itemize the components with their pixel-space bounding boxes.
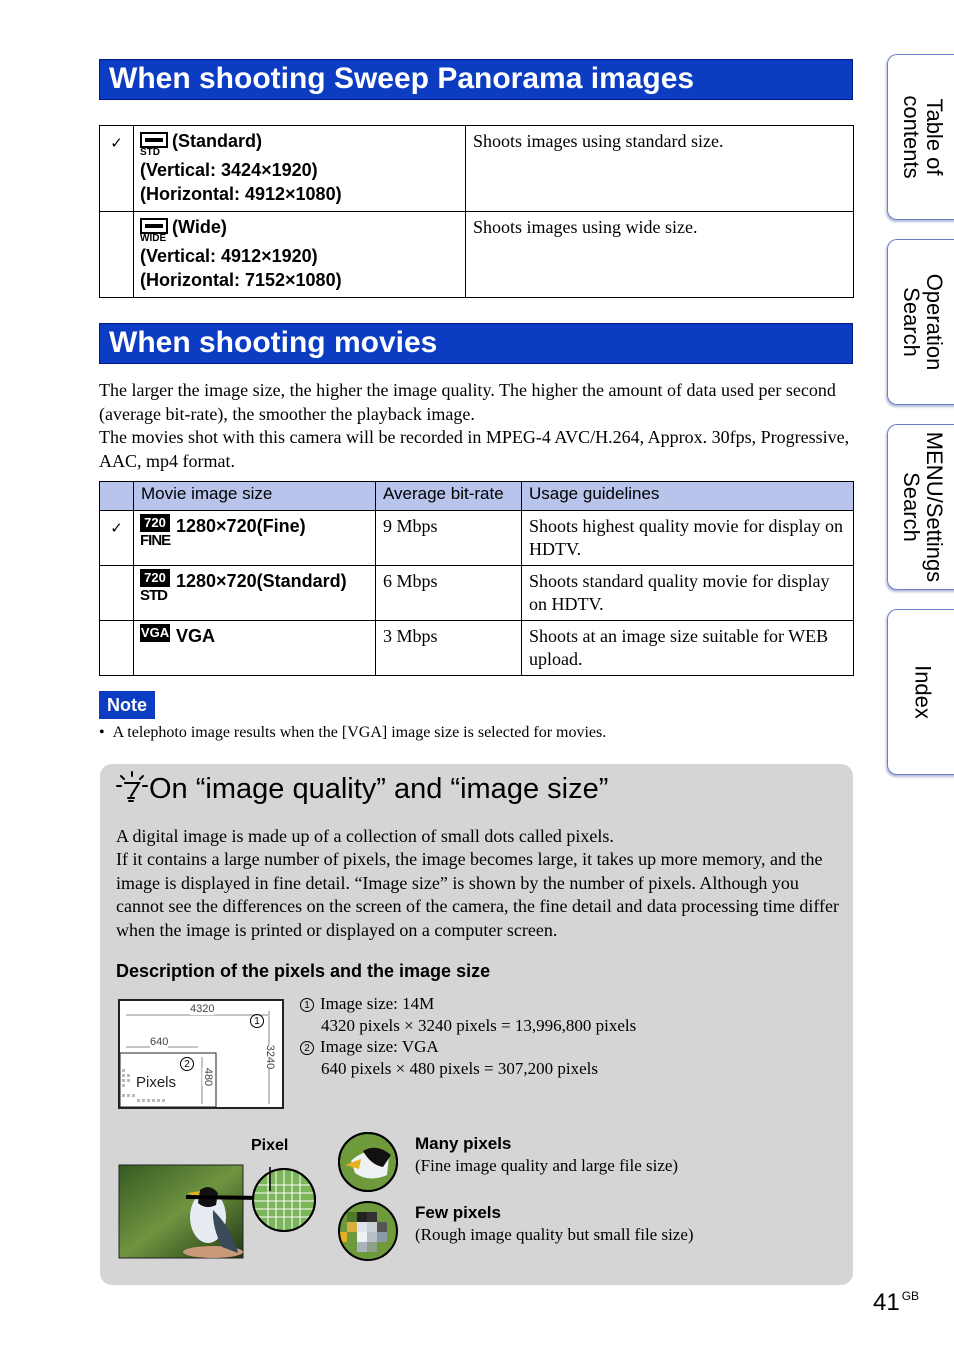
tab-menu-settings-search[interactable]: MENU/Settings Search <box>887 424 954 590</box>
movie-vga-icon: VGA <box>140 625 170 640</box>
table-row <box>100 212 854 298</box>
movie-size-label: VGA <box>176 626 216 646</box>
page-number: 41 $^{GB}$ <box>873 1289 920 1316</box>
check-icon: ✓ <box>110 519 123 537</box>
legend-item: 1 Image size: 14M <box>300 993 636 1015</box>
option-vertical: (Vertical: 4912×1920) <box>140 246 318 266</box>
size-legend <box>300 993 636 1079</box>
many-pixels-desc: (Fine image quality and large file size) <box>415 1156 679 1175</box>
usage-text: Shoots at an image size suitable for WEB upload. <box>522 621 854 676</box>
option-description: Shoots images using standard size. <box>466 126 854 212</box>
check-icon: ✓ <box>110 134 123 152</box>
bird-photo-illustration <box>118 1155 318 1260</box>
legend-item-detail: 4320 pixels × 3240 pixels = 13,996,800 pixels <box>321 1015 637 1035</box>
note-text: • A telephoto image results when the [VGA] image size is selected for movies. <box>99 724 607 741</box>
usage-text: Shoots standard quality movie for display on HDTV. <box>522 566 854 621</box>
header-bitrate: Average bit-rate <box>376 482 522 511</box>
hint-paragraph-2: If it contains a large number of pixels, the image becomes large, it takes up more memory, and the image is displayed in fine detail. “Image size” is shown by the number of pixels. Although you cannot see the differences on the screen of the camera, the fine detail and data processing time differ when the image is printed or displayed on a computer screen. <box>116 849 840 940</box>
movies-intro-2: The movies shot with this camera will be recorded in MPEG-4 AVC/H.264, Approx. 30fps, Progressive, AAC, mp4 format. <box>99 427 850 471</box>
marker-2: 2 <box>180 1057 194 1071</box>
section-title-movies: When shooting movies <box>99 323 853 364</box>
option-description: Shoots images using wide size. <box>466 212 854 298</box>
tab-table-of-contents[interactable]: Table of contents <box>887 54 954 220</box>
hint-paragraph-1: A digital image is made up of a collection of small dots called pixels. <box>116 826 614 846</box>
movies-intro-1: The larger the image size, the higher the image quality. The higher the amount of data used per second (average bit-rate), the smoother the playback image. <box>99 380 836 424</box>
marker-1: 1 <box>250 1014 264 1028</box>
option-name: (Standard) <box>172 131 262 151</box>
option-horizontal: (Horizontal: 4912×1080) <box>140 184 342 204</box>
pixel-label: Pixel <box>251 1137 289 1154</box>
usage-text: Shoots highest quality movie for display on HDTV. <box>522 511 854 566</box>
panorama-standard-icon: STD <box>140 129 168 158</box>
hint-title: On “image quality” and “image size” <box>115 770 608 806</box>
header-usage: Usage guidelines <box>522 482 854 511</box>
many-pixels-title: Many pixels <box>415 1134 512 1153</box>
pixels-label: Pixels <box>136 1074 177 1091</box>
table-row <box>100 566 854 621</box>
legend-item-detail: 640 pixels × 480 pixels = 307,200 pixels <box>321 1058 598 1078</box>
image-size-diagram <box>118 999 284 1109</box>
note-label: Note <box>99 691 155 719</box>
option-cell <box>134 212 466 298</box>
inner-height-label: 480 <box>202 1067 215 1087</box>
bitrate-value: 9 Mbps <box>376 511 522 566</box>
movie-720-fine-icon: 720 FINE <box>140 515 171 549</box>
few-pixels-title: Few pixels <box>415 1203 501 1222</box>
legend-item: 2 Image size: VGA <box>300 1036 636 1058</box>
header-movie-size: Movie image size <box>134 482 376 511</box>
panorama-wide-icon: WIDE <box>140 215 168 244</box>
option-horizontal: (Horizontal: 7152×1080) <box>140 270 342 290</box>
tab-operation-search[interactable]: Operation Search <box>887 239 954 405</box>
option-name: (Wide) <box>172 217 227 237</box>
movie-720-standard-icon: 720 STD <box>140 569 170 604</box>
tab-index[interactable]: Index <box>887 609 954 775</box>
option-cell <box>134 126 466 212</box>
section-title-panorama: When shooting Sweep Panorama images <box>99 59 853 100</box>
table-row <box>100 126 854 212</box>
movie-size-table <box>99 481 854 676</box>
outer-width-label: 4320 <box>190 1003 215 1015</box>
pixels-subheading: Description of the pixels and the image size <box>116 961 491 981</box>
bitrate-value: 3 Mbps <box>376 621 522 676</box>
table-row <box>100 511 854 566</box>
check-cell <box>100 212 134 298</box>
lightbulb-icon <box>115 770 149 804</box>
many-pixels-thumbnail <box>337 1131 399 1193</box>
few-pixels-desc: (Rough image quality but small file size) <box>415 1225 694 1244</box>
table-row <box>100 621 854 676</box>
inner-width-label: 640 <box>150 1036 169 1048</box>
check-cell <box>100 126 134 212</box>
table-header-row <box>100 482 854 511</box>
bitrate-value: 6 Mbps <box>376 566 522 621</box>
movie-size-label: 1280×720(Standard) <box>176 571 347 591</box>
option-vertical: (Vertical: 3424×1920) <box>140 160 318 180</box>
few-pixels-thumbnail <box>337 1200 399 1262</box>
movie-size-label: 1280×720(Fine) <box>176 516 306 536</box>
panorama-table <box>99 125 854 298</box>
outer-height-label: 3240 <box>264 1044 277 1070</box>
